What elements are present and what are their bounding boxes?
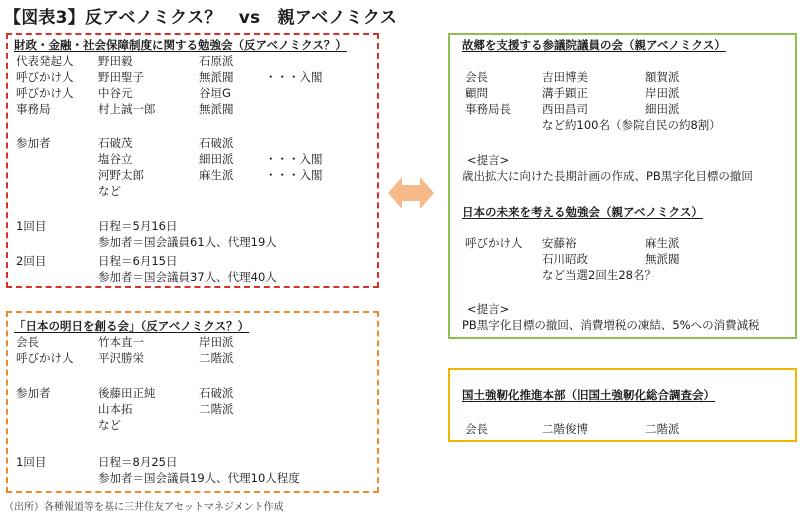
red-session-label: 1回目 [16,219,47,233]
red-participant-name: 石破茂 [98,136,133,150]
green-row-name: 安藤裕 [542,236,577,250]
red-row-name: 野田聖子 [98,70,144,84]
red-participant-name: など [98,184,121,198]
red-row-note: ・・・入閣 [265,70,323,84]
orange-participant-faction: 二階派 [199,402,234,416]
green-row-role: 会長 [465,70,488,84]
green-count-2: など当選2回生28名？ [542,268,656,282]
red-participant-faction: 麻生派 [199,168,234,182]
orange-row-faction: 岸田派 [199,335,234,349]
red-participant-name: 河野太郎 [98,168,144,182]
green-row-role: 事務局長 [465,102,511,116]
yellow-row-name: 二階俊博 [542,422,588,436]
green-heading-2: 日本の未来を考える勉強会（親アベノミクス） [462,205,703,219]
red-row-role: 代表発起人 [16,54,74,68]
red-participant-note: ・・・入閣 [265,152,323,166]
pro-abenomics-box [448,33,797,339]
red-row-role: 事務局 [16,102,51,116]
red-row-faction: 石原派 [199,54,234,68]
red-participant-note: ・・・入閣 [265,168,323,182]
green-row-name: 西田昌司 [542,102,588,116]
orange-participant-name: 後藤田正純 [98,386,156,400]
orange-row-role: 呼びかけ人 [16,351,74,365]
orange-session-label: 1回目 [16,455,47,469]
page-title: 【図表3】反アベノミクス？ vs 親アベノミクス [4,8,398,28]
source-note: （出所）各種報道等を基に三井住友アセットマネジメント作成 [4,502,284,513]
red-participant-faction: 石破派 [199,136,234,150]
red-row-role: 呼びかけ人 [16,70,74,84]
green-row-faction: 額賀派 [645,70,680,84]
red-row-role: 呼びかけ人 [16,86,74,100]
green-row-faction: 岸田派 [645,86,680,100]
green-row-name: 石川昭政 [542,252,588,266]
red-row-faction: 無派閥 [199,70,234,84]
red-participant-name: 塩谷立 [98,152,133,166]
orange-participants-label: 参加者 [16,386,51,400]
red-participant-faction: 細田派 [199,152,234,166]
orange-row-name: 竹本直一 [98,335,144,349]
red-row-name: 村上誠一郎 [98,102,156,116]
orange-session-date: 日程＝8月25日 [98,455,178,469]
green-row-role: 呼びかけ人 [465,236,523,250]
red-session-attendance: 参加者＝国会議員37人、代理40人 [98,270,277,284]
red-session-label: 2回目 [16,254,47,268]
red-row-name: 野田毅 [98,54,133,68]
green-proposal-1: 歳出拡大に向けた長期計画の作成、PB黒字化目標の撤回 [462,169,753,183]
orange-row-role: 会長 [16,335,39,349]
orange-row-name: 平沢勝栄 [98,351,144,365]
green-count-1: など約100名（参院自民の約8割） [542,118,721,132]
green-row-faction: 麻生派 [645,236,680,250]
orange-participant-faction: 石破派 [199,386,234,400]
green-row-name: 溝手顕正 [542,86,588,100]
green-row-faction: 無派閥 [645,252,680,266]
nihon-no-ashita-box [6,311,379,493]
red-session-date: 日程＝6月15日 [98,254,178,268]
red-row-faction: 無派閥 [199,102,234,116]
green-row-name: 吉田博美 [542,70,588,84]
yellow-heading: 国土強靭化推進本部（旧国土強靭化総合調査会） [462,388,715,402]
orange-participant-name: など [98,418,121,432]
yellow-row-faction: 二階派 [645,422,680,436]
orange-row-faction: 二階派 [199,351,234,365]
orange-box-heading: 「日本の明日を創る会」（反アベノミクス？） [14,319,250,333]
green-heading-1: 故郷を支援する参議院議員の会（親アベノミクス） [462,38,726,52]
double-arrow-icon [388,173,434,213]
orange-participant-name: 山本拓 [98,402,133,416]
yellow-row-role: 会長 [465,422,488,436]
red-session-attendance: 参加者＝国会議員61人、代理19人 [98,235,277,249]
red-box-heading: 財政・金融・社会保障制度に関する勉強会（反アベノミクス？） [14,38,347,52]
orange-session-attendance: 参加者＝国会議員19人、代理10人程度 [98,471,300,485]
green-proposal-2: PB黒字化目標の撤回、消費増税の凍結、5%への消費減税 [462,318,760,332]
green-proposal-label-2: <提言> [467,302,510,316]
green-row-role: 顧問 [465,86,488,100]
red-row-name: 中谷元 [98,86,133,100]
green-proposal-label-1: <提言> [467,153,510,167]
red-participants-label: 参加者 [16,136,51,150]
red-row-faction: 谷垣G [199,86,231,100]
red-session-date: 日程＝5月16日 [98,219,178,233]
kokudo-kyoujinka-box [448,368,797,442]
green-row-faction: 細田派 [645,102,680,116]
